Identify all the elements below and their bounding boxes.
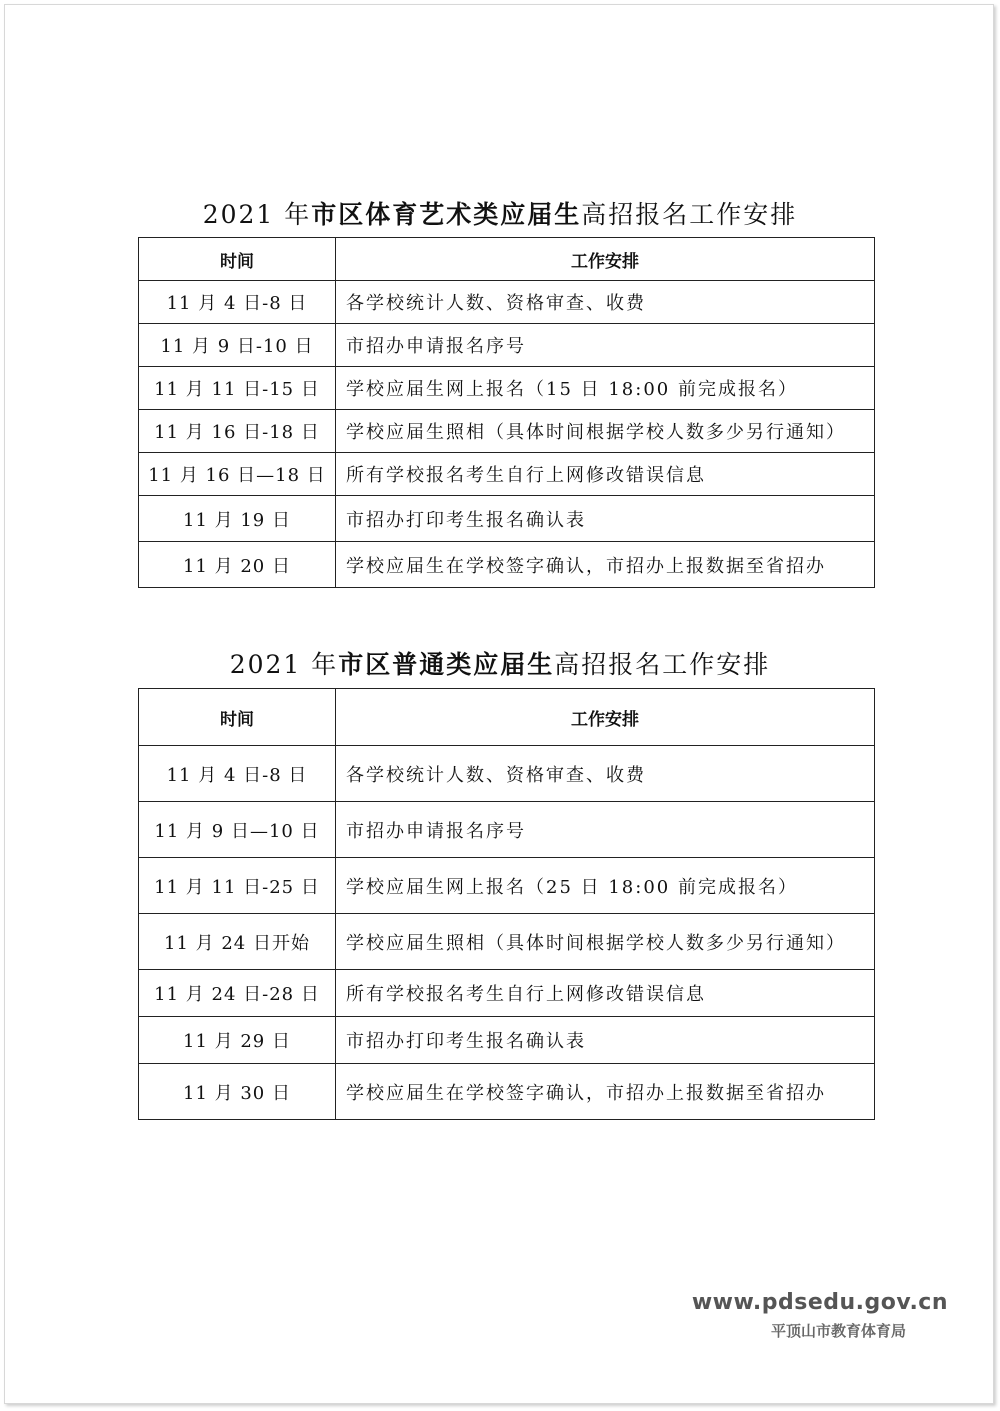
table-row [139, 1064, 875, 1120]
table-row [139, 281, 875, 324]
row-task: 学校应届生网上报名（25 日 18:00 前完成报名） [336, 858, 875, 914]
table-row [139, 496, 875, 542]
section2-title-suffix: 高招报名工作安排 [554, 650, 771, 679]
row-task: 学校应届生网上报名（15 日 18:00 前完成报名） [336, 367, 875, 410]
row-task: 各学校统计人数、资格审查、收费 [336, 281, 875, 324]
row-time: 11 月 9 日—10 日 [139, 802, 336, 858]
row-task: 学校应届生照相（具体时间根据学校人数多少另行通知） [336, 914, 875, 970]
table-row [139, 802, 875, 858]
section1-title-bold: 市区体育艺术类应届生 [311, 200, 582, 229]
table-row [139, 453, 875, 496]
header-time: 时间 [139, 238, 336, 281]
row-time: 11 月 19 日 [139, 496, 336, 542]
row-task: 市招办申请报名序号 [336, 802, 875, 858]
row-time: 11 月 16 日-18 日 [139, 410, 336, 453]
row-task: 所有学校报名考生自行上网修改错误信息 [336, 970, 875, 1017]
row-task: 市招办打印考生报名确认表 [336, 1017, 875, 1064]
table-row [139, 746, 875, 802]
row-task: 市招办申请报名序号 [336, 324, 875, 367]
header-time: 时间 [139, 689, 336, 746]
table-row [139, 542, 875, 588]
table-row [139, 1017, 875, 1064]
row-task: 学校应届生在学校签字确认，市招办上报数据至省招办 [336, 1064, 875, 1120]
header-task: 工作安排 [336, 238, 875, 281]
row-time: 11 月 20 日 [139, 542, 336, 588]
section1-title [0, 195, 1000, 231]
row-time: 11 月 4 日-8 日 [139, 281, 336, 324]
table-header-row [139, 238, 875, 281]
section2-title [0, 645, 1000, 681]
table-row [139, 914, 875, 970]
table-row [139, 367, 875, 410]
table-header-row [139, 689, 875, 746]
section2-title-prefix: 2021 年 [229, 650, 339, 679]
header-task: 工作安排 [336, 689, 875, 746]
watermark-org: 平顶山市教育体育局 [770, 1322, 906, 1340]
row-task: 所有学校报名考生自行上网修改错误信息 [336, 453, 875, 496]
row-time: 11 月 30 日 [139, 1064, 336, 1120]
table-row [139, 970, 875, 1017]
section2-title-bold: 市区普通类应届生 [338, 650, 555, 679]
row-task: 市招办打印考生报名确认表 [336, 496, 875, 542]
row-task: 各学校统计人数、资格审查、收费 [336, 746, 875, 802]
table-row [139, 410, 875, 453]
section1-title-suffix: 高招报名工作安排 [581, 200, 798, 229]
row-time: 11 月 11 日-25 日 [139, 858, 336, 914]
table-row [139, 858, 875, 914]
row-time: 11 月 29 日 [139, 1017, 336, 1064]
row-time: 11 月 9 日-10 日 [139, 324, 336, 367]
row-time: 11 月 11 日-15 日 [139, 367, 336, 410]
row-task: 学校应届生在学校签字确认，市招办上报数据至省招办 [336, 542, 875, 588]
section1-schedule-table [138, 237, 875, 588]
section1-title-prefix: 2021 年 [202, 200, 312, 229]
section2-schedule-table [138, 688, 875, 1120]
row-time: 11 月 24 日-28 日 [139, 970, 336, 1017]
row-task: 学校应届生照相（具体时间根据学校人数多少另行通知） [336, 410, 875, 453]
row-time: 11 月 16 日—18 日 [139, 453, 336, 496]
table-row [139, 324, 875, 367]
row-time: 11 月 4 日-8 日 [139, 746, 336, 802]
watermark-url: www.pdsedu.gov.cn [691, 1290, 948, 1315]
row-time: 11 月 24 日开始 [139, 914, 336, 970]
